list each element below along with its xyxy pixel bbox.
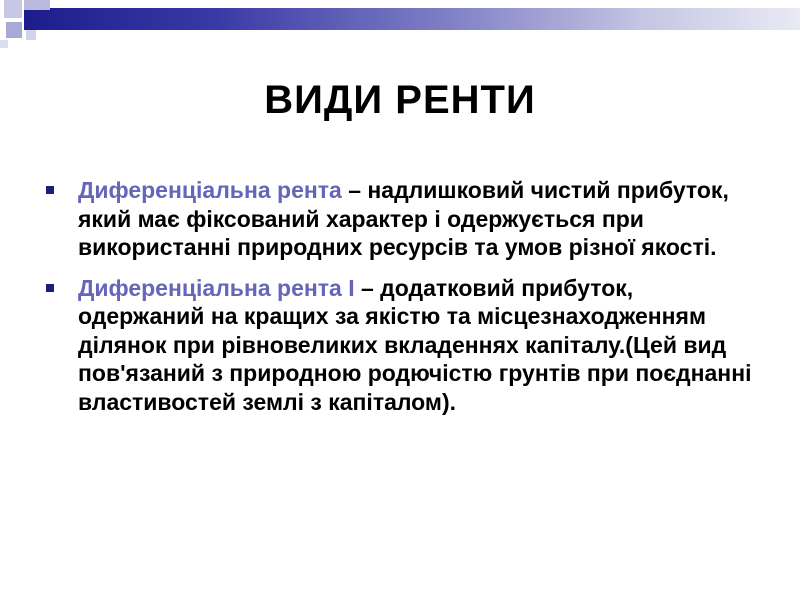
header-gradient-bar [24,8,800,30]
bullet-item [44,176,764,262]
bullet-item [44,274,764,417]
decor-square [0,40,8,48]
bullet-list [44,176,764,428]
square-bullet-icon [46,284,54,292]
slide-title: ВИДИ РЕНТИ [264,78,536,122]
bullet-term: Диференціальна рента [78,177,342,203]
decor-square [4,0,22,18]
square-bullet-icon [46,186,54,194]
bullet-term: Диференціальна рента І [78,274,355,301]
decor-square [6,22,22,38]
decor-square [26,30,36,40]
bullet-text: – додатковий прибуток, одержаний на кращих за якістю та місцезнаходженням ділянок при рівновеликих вкладеннях капіталу.(Цей вид пов'язаний з природною родючістю грунтів при поєднанні властивостей землі з капіталом). [78,274,752,415]
decor-square [24,0,50,10]
bullet-text: – надлишковий чистий прибуток, який має фіксований характер і одержується при використанні природних ресурсів та умов різної якості. [78,177,729,260]
